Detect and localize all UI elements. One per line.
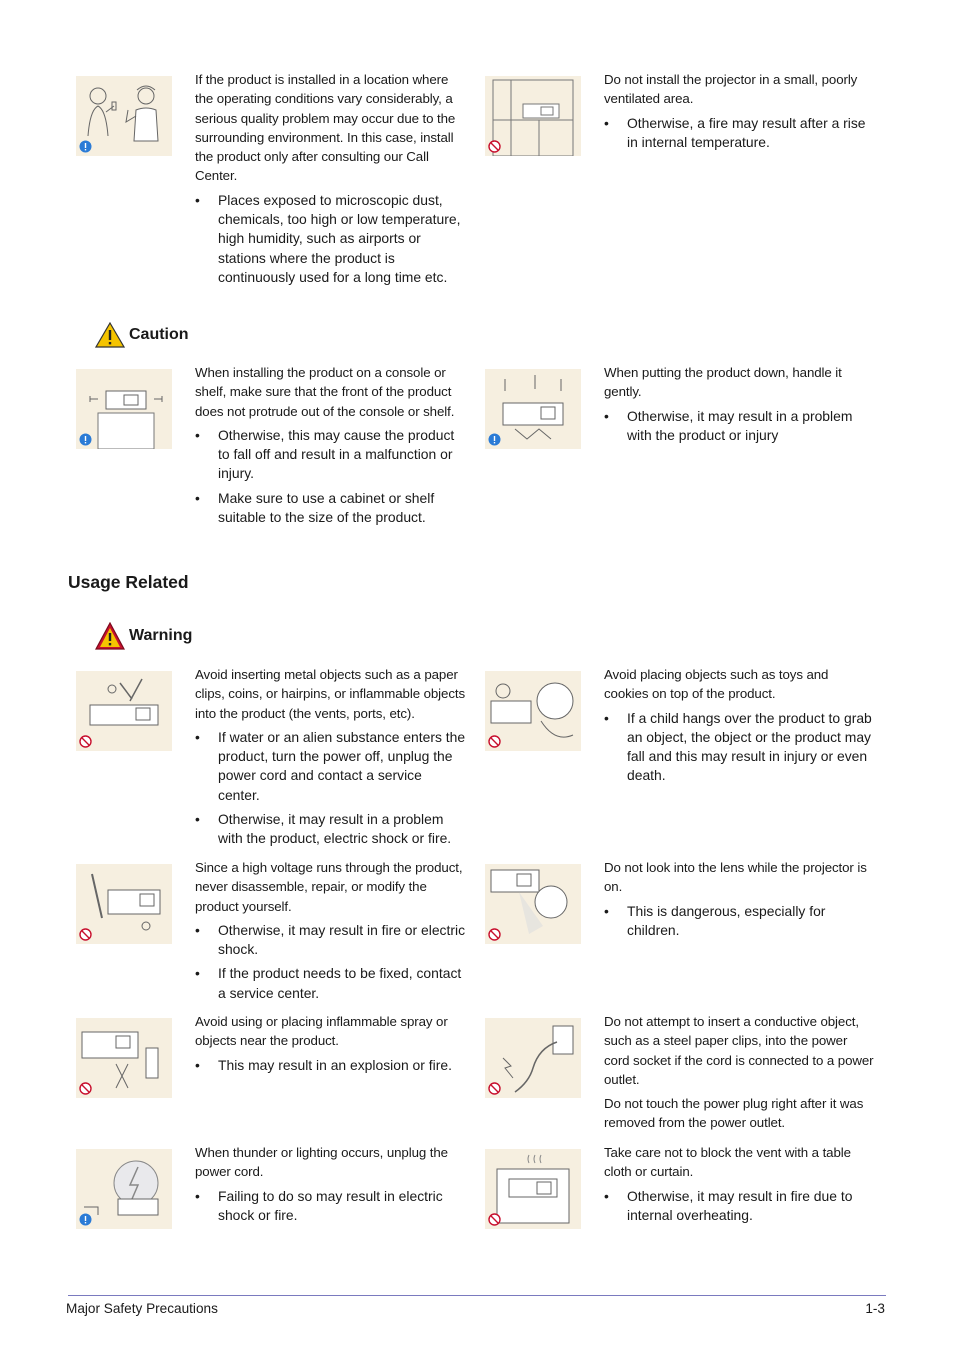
prohibited-icon — [79, 735, 92, 748]
footer-title: Major Safety Precautions — [66, 1301, 218, 1316]
entry-lead: When thunder or lighting occurs, unplug the power cord. — [195, 1145, 448, 1180]
illustration-metal-objects — [76, 671, 172, 751]
illustration-power-plug — [485, 1018, 581, 1098]
entry-lead: When installing the product on a console or shelf, make sure that the front of the product does not protrude out of the console or shelf. — [195, 365, 455, 419]
entry-text — [195, 1143, 467, 1230]
bullet-list — [195, 426, 467, 527]
mandatory-icon — [79, 433, 92, 446]
mandatory-icon — [79, 1213, 92, 1226]
bullet-item: • This is dangerous, especially for children. — [604, 902, 876, 941]
bullet-list — [604, 1187, 876, 1226]
prohibited-icon — [488, 928, 501, 941]
bullet-item: • Otherwise, it may result in a problem with the product, electric shock or fire. — [195, 810, 467, 849]
bullet-item: • This may result in an explosion or fire. — [195, 1056, 467, 1075]
bullet-item: • Otherwise, this may cause the product to fall off and result in a malfunction or injury. — [195, 426, 467, 484]
bullet-list — [604, 407, 876, 446]
bullet-item: • If a child hangs over the product to grab an object, the object or the product may fall and this may result in injury or even death. — [604, 709, 876, 786]
illustration-disassemble — [76, 864, 172, 944]
illustration-call-center — [76, 76, 172, 156]
entry-text — [604, 363, 876, 450]
bullet-item: • Otherwise, it may result in fire or electric shock. — [195, 921, 467, 960]
bullet-item: • Otherwise, it may result in a problem with the product or injury — [604, 407, 876, 446]
bullet-item: • Otherwise, it may result in fire due to internal overheating. — [604, 1187, 876, 1226]
entry-lead-2: Do not touch the power plug right after it was removed from the power outlet. — [604, 1096, 864, 1131]
illustration-cabinet — [485, 76, 581, 156]
caution-heading — [95, 322, 189, 348]
illustration-drop — [485, 369, 581, 449]
entry-lead: Avoid placing objects such as toys and cookies on top of the product. — [604, 667, 829, 702]
entry-lead: Avoid using or placing inflammable spray or objects near the product. — [195, 1014, 448, 1049]
bullet-list — [604, 114, 876, 153]
bullet-item: • Places exposed to microscopic dust, chemicals, too high or low temperature, high humidity, such as airports or stations where the product is continuously used for a long time etc. — [195, 191, 467, 287]
prohibited-icon — [79, 1082, 92, 1095]
illustration-shelf — [76, 369, 172, 449]
bullet-item: • Otherwise, a fire may result after a rise in internal temperature. — [604, 114, 876, 153]
prohibited-icon — [79, 928, 92, 941]
caution-label: Caution — [129, 326, 189, 343]
section-heading-usage-related: Usage Related — [68, 572, 189, 592]
bullet-item: • Make sure to use a cabinet or shelf suitable to the size of the product. — [195, 489, 467, 528]
entry-text — [604, 1012, 876, 1138]
illustration-vent — [485, 1149, 581, 1229]
entry-text — [195, 665, 467, 854]
entry-text — [195, 858, 467, 1008]
prohibited-icon — [488, 735, 501, 748]
entry-lead: When putting the product down, handle it gently. — [604, 365, 842, 400]
entry-text — [604, 70, 876, 157]
entry-lead: Do not install the projector in a small, poorly ventilated area. — [604, 72, 858, 107]
illustration-spray — [76, 1018, 172, 1098]
entry-text — [195, 70, 467, 292]
bullet-list — [604, 709, 876, 786]
illustration-thunder — [76, 1149, 172, 1229]
entry-text — [195, 363, 467, 532]
prohibited-icon — [488, 140, 501, 153]
bullet-list — [195, 1056, 467, 1075]
illustration-lens — [485, 864, 581, 944]
entry-text — [604, 1143, 876, 1230]
page-number: 1-3 — [865, 1301, 885, 1316]
warning-heading — [95, 622, 192, 650]
illustration-child-toys — [485, 671, 581, 751]
bullet-list — [195, 921, 467, 1003]
entry-lead: Do not look into the lens while the projector is on. — [604, 860, 867, 895]
entry-text — [604, 665, 876, 791]
entry-lead: Take care not to block the vent with a table cloth or curtain. — [604, 1145, 851, 1180]
mandatory-icon — [488, 433, 501, 446]
caution-triangle-icon — [95, 322, 125, 348]
mandatory-icon — [79, 140, 92, 153]
warning-triangle-icon — [95, 622, 125, 650]
entry-text — [195, 1012, 467, 1080]
prohibited-icon — [488, 1213, 501, 1226]
entry-lead: Avoid inserting metal objects such as a paper clips, coins, or hairpins, or inflammable objects into the product (the vents, ports, etc). — [195, 667, 466, 721]
prohibited-icon — [488, 1082, 501, 1095]
bullet-list — [195, 191, 467, 287]
entry-text — [604, 858, 876, 945]
bullet-list — [195, 728, 467, 849]
warning-label: Warning — [129, 627, 193, 644]
bullet-list — [604, 902, 876, 941]
bullet-list — [195, 1187, 467, 1226]
entry-lead: Do not attempt to insert a conductive object, such as a steel paper clips, into the power cord socket if the cord is connected to a power outlet. — [604, 1014, 874, 1087]
bullet-item: • If water or an alien substance enters the product, turn the power off, unplug the power cord and contact a service center. — [195, 728, 467, 805]
entry-lead: If the product is installed in a location where the operating conditions vary considerably, a serious quality problem may occur due to the surrounding environment. In this case, install the product only after consulting our Call Center. — [195, 72, 456, 184]
entry-lead: Since a high voltage runs through the product, never disassemble, repair, or modify the product yourself. — [195, 860, 463, 914]
footer-divider — [68, 1295, 886, 1296]
bullet-item: • Failing to do so may result in electric shock or fire. — [195, 1187, 467, 1226]
bullet-item: • If the product needs to be fixed, contact a service center. — [195, 964, 467, 1003]
